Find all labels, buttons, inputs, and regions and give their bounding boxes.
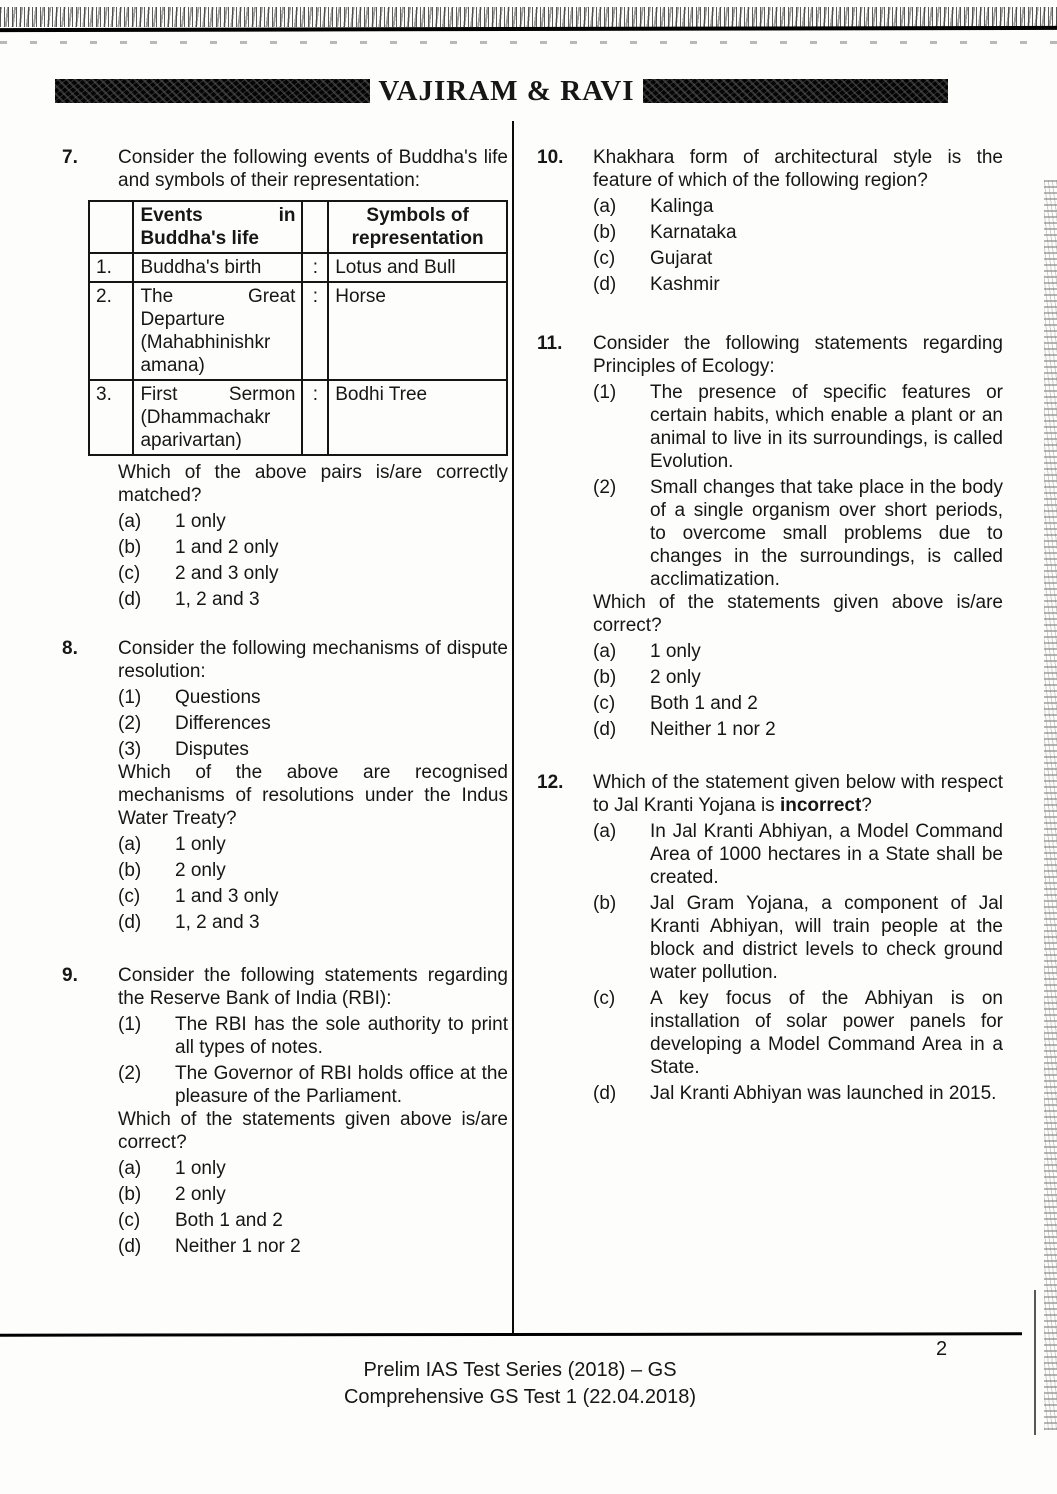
statement-label: (1) (593, 382, 617, 403)
statement-row (118, 686, 508, 709)
table-header-empty (89, 201, 133, 253)
option-label: (d) (593, 1083, 617, 1104)
option-row (118, 562, 508, 585)
page-title: VAJIRAM & RAVI (378, 74, 635, 107)
option-text: Kashmir (650, 274, 720, 295)
option-label: (d) (593, 719, 617, 740)
page-number: 2 (936, 1338, 948, 1360)
row-separator: : (302, 253, 328, 282)
option-text: 1 and 2 only (175, 537, 279, 558)
table-header-events: Events in Buddha's life (133, 201, 302, 253)
option-row (118, 1157, 508, 1180)
option-text: 1, 2 and 3 (175, 589, 260, 610)
option-text: 2 only (175, 1184, 226, 1205)
row-event: First Sermon (Dhammachakr aparivartan) (133, 380, 302, 455)
option-text: Gujarat (650, 248, 713, 269)
option-row (593, 892, 1003, 984)
option-label: (d) (118, 1236, 142, 1257)
option-text: A key focus of the Abhiyan is on installation of solar power panels for developing a Model Command Area in a State. (650, 988, 1003, 1078)
option-row (118, 1209, 508, 1232)
statement-row (118, 738, 508, 761)
statement-row (593, 476, 1003, 591)
option-label: (d) (593, 274, 617, 295)
footer-test-title: Comprehensive GS Test 1 (22.04.2018) (343, 1386, 697, 1408)
statement-row (118, 1062, 508, 1108)
header-banner (55, 76, 948, 106)
option-text: 2 only (175, 860, 226, 881)
question-intro: Consider the following statements regarding Principles of Ecology: (593, 333, 1003, 377)
question-stem: Which of the above pairs is/are correctly matched? (118, 462, 508, 506)
option-row (593, 666, 1003, 689)
option-row (118, 885, 508, 908)
option-text: Both 1 and 2 (175, 1210, 283, 1231)
statement-row (593, 381, 1003, 473)
option-label: (b) (118, 860, 142, 881)
option-label: (b) (118, 1184, 142, 1205)
table-row (89, 282, 507, 380)
question-number: 9. (62, 965, 78, 986)
option-row (593, 718, 1003, 741)
question-9 (62, 964, 508, 1258)
row-number: 3. (89, 380, 133, 455)
option-label: (c) (118, 563, 141, 584)
table-header-row (89, 201, 507, 253)
option-text: Neither 1 nor 2 (175, 1236, 301, 1257)
option-row (593, 273, 1003, 296)
question-12 (537, 771, 1003, 1105)
table-row (89, 380, 507, 455)
right-edge-scan-line (1034, 1290, 1036, 1435)
table-header-symbols: Symbols of representation (328, 201, 507, 253)
statement-text: The presence of specific features or certain habits, which enable a plant or an animal to live in its surroundings, is called Evolution. (650, 382, 1003, 472)
question-stem: Which of the above are recognised mechanisms of resolutions under the Indus Water Treaty? (118, 762, 508, 829)
row-event: Buddha's birth (133, 253, 302, 282)
question-stem (593, 771, 1003, 817)
option-label: (c) (593, 693, 616, 714)
option-row (593, 247, 1003, 270)
stem-bold-word: incorrect (779, 795, 862, 816)
question-10 (537, 146, 1003, 296)
statement-label: (2) (118, 1063, 142, 1084)
option-text: 1 and 3 only (175, 886, 279, 907)
option-label: (c) (118, 1210, 141, 1231)
statement-label: (1) (118, 687, 142, 708)
question-stem: Which of the statements given above is/are correct? (118, 1109, 508, 1153)
option-row (593, 692, 1003, 715)
right-edge-scan-noise (1044, 180, 1057, 1430)
column-divider (512, 121, 514, 1333)
option-label: (d) (118, 912, 142, 933)
header-left-bar (55, 79, 370, 103)
statement-text: Small changes that take place in the body of a single organism over short periods, to overcome small problems due to changes in the surroundings, is called acclimatization. (650, 477, 1003, 590)
statement-label: (2) (118, 713, 142, 734)
option-text: In Jal Kranti Abhiyan, a Model Command Area of 1000 hectares in a State shall be created. (650, 821, 1003, 888)
statement-label: (3) (118, 739, 142, 760)
option-label: (b) (593, 893, 617, 914)
top-scan-noise (0, 7, 1057, 27)
top-scan-dots (0, 41, 1057, 44)
question-8 (62, 637, 508, 934)
question-number: 12. (537, 772, 564, 793)
question-intro: Consider the following statements regarding the Reserve Bank of India (RBI): (118, 965, 508, 1009)
statement-label: (1) (118, 1014, 142, 1035)
left-column (62, 146, 508, 1258)
statement-label: (2) (593, 477, 617, 498)
option-row (593, 640, 1003, 663)
question-number: 10. (537, 147, 564, 168)
statement-row (118, 712, 508, 735)
statement-text: The RBI has the sole authority to print all types of notes. (175, 1014, 508, 1058)
row-symbol: Lotus and Bull (328, 253, 507, 282)
option-row (118, 510, 508, 533)
stem-suffix: ? (861, 795, 872, 816)
option-label: (c) (593, 248, 616, 269)
top-scan-line (0, 26, 1057, 32)
option-text: 1, 2 and 3 (175, 912, 260, 933)
option-row (593, 987, 1003, 1079)
row-event: The Great Departure (Mahabhinishkr amana) (133, 282, 302, 380)
option-row (118, 833, 508, 856)
option-row (118, 588, 508, 611)
option-row (593, 1082, 1003, 1105)
option-label: (a) (118, 511, 142, 532)
option-row (118, 1183, 508, 1206)
statement-row (118, 1013, 508, 1059)
row-symbol: Horse (328, 282, 507, 380)
statement-text: The Governor of RBI holds office at the pleasure of the Parliament. (175, 1063, 508, 1107)
right-column (537, 146, 1003, 1105)
row-number: 2. (89, 282, 133, 380)
question-intro: Consider the following mechanisms of dispute resolution: (118, 638, 508, 682)
option-text: Jal Gram Yojana, a component of Jal Kranti Abhiyan, will train people at the block and district levels to check ground water pollution. (650, 893, 1003, 983)
footer-series-title: Prelim IAS Test Series (2018) – GS (363, 1359, 677, 1381)
option-label: (c) (593, 988, 616, 1009)
row-number: 1. (89, 253, 133, 282)
option-label: (a) (118, 834, 142, 855)
statement-text: Disputes (175, 739, 249, 760)
option-text: Karnataka (650, 222, 737, 243)
option-row (118, 911, 508, 934)
option-label: (a) (118, 1158, 142, 1179)
option-text: 2 only (650, 667, 701, 688)
option-label: (b) (593, 222, 617, 243)
table-header-empty (302, 201, 328, 253)
option-label: (b) (593, 667, 617, 688)
option-label: (b) (118, 537, 142, 558)
option-text: Both 1 and 2 (650, 693, 758, 714)
option-text: Neither 1 nor 2 (650, 719, 776, 740)
option-label: (a) (593, 821, 617, 842)
option-label: (c) (118, 886, 141, 907)
row-separator: : (302, 282, 328, 380)
option-row (118, 536, 508, 559)
row-symbol: Bodhi Tree (328, 380, 507, 455)
option-text: 1 only (175, 511, 226, 532)
row-separator: : (302, 380, 328, 455)
option-row (593, 221, 1003, 244)
statement-text: Differences (175, 713, 271, 734)
option-row (118, 859, 508, 882)
question-intro: Khakhara form of architectural style is the feature of which of the following region? (593, 147, 1003, 191)
question-number: 7. (62, 147, 78, 168)
option-label: (a) (593, 641, 617, 662)
statement-text: Questions (175, 687, 261, 708)
option-text: 1 only (650, 641, 701, 662)
footer-rule (0, 1332, 1022, 1336)
option-label: (a) (593, 196, 617, 217)
option-text: 1 only (175, 834, 226, 855)
option-text: Kalinga (650, 196, 714, 217)
question-intro: Consider the following events of Buddha's life and symbols of their representation: (118, 147, 508, 191)
option-text: Jal Kranti Abhiyan was launched in 2015. (650, 1083, 997, 1104)
option-row (118, 1235, 508, 1258)
question-11 (537, 332, 1003, 741)
question-stem: Which of the statements given above is/are correct? (593, 592, 1003, 636)
header-right-bar (643, 79, 948, 103)
footer (0, 1357, 1040, 1411)
stem-prefix: Which of the statement given below with respect to Jal Kranti Yojana is (593, 772, 1003, 816)
table-row (89, 253, 507, 282)
option-text: 2 and 3 only (175, 563, 279, 584)
question-number: 11. (537, 333, 563, 354)
option-text: 1 only (175, 1158, 226, 1179)
question-7 (62, 146, 508, 611)
option-row (593, 195, 1003, 218)
events-symbols-table (88, 200, 508, 456)
option-row (593, 820, 1003, 889)
option-label: (d) (118, 589, 142, 610)
question-number: 8. (62, 638, 78, 659)
